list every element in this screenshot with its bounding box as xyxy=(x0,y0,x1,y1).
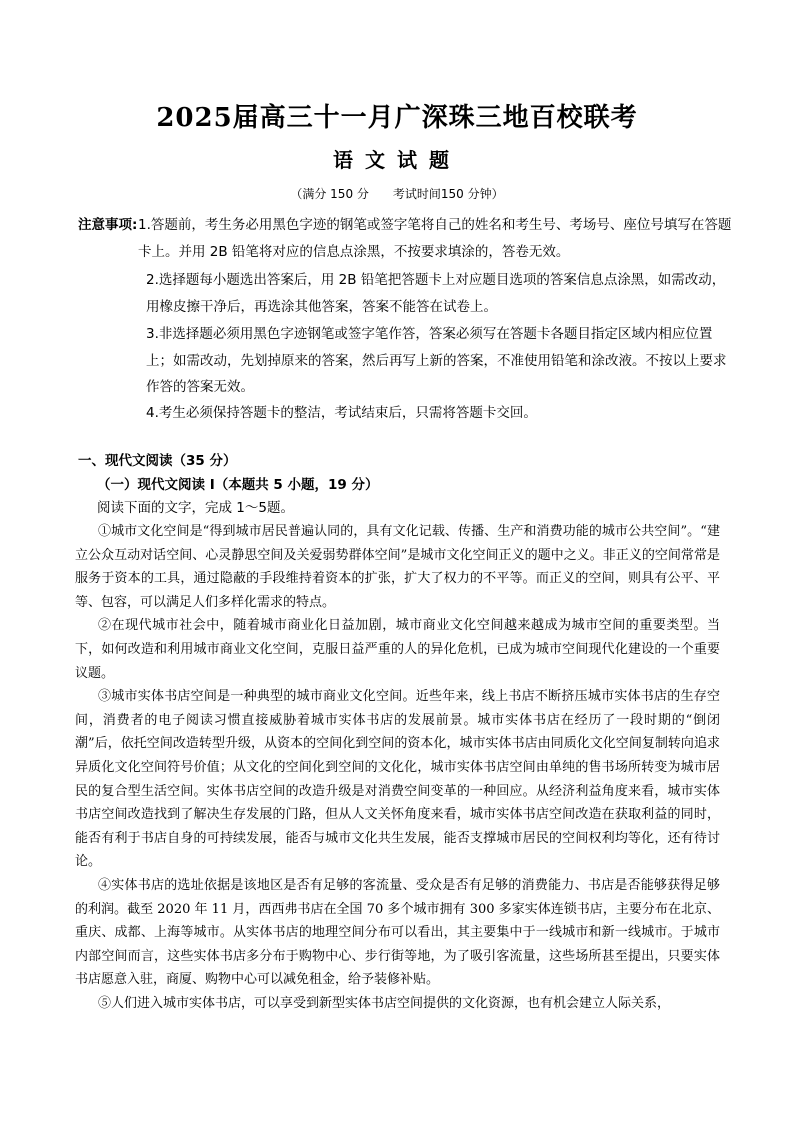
passage-paragraph-1: ①城市文化空间是“得到城市居民普遍认同的，具有文化记载、传播、生产和消费功能的城市公共空间”。“建立公众互动对话空间、心灵静思空间及关爱弱势群体空间”是城市文化空间正义的题中之义。非正义的空间常常是服务于资本的工具，通过隐蔽的手段维持着资本的扩张，扩大了权力的不平等。而正义的空间，则具有公平、平等、包容，可以满足人们多样化需求的特点。 xyxy=(75,524,720,610)
passage-paragraph-3: ③城市实体书店空间是一种典型的城市商业文化空间。近些年来，线上书店不断挤压城市实体书店的生存空间，消费者的电子阅读习惯直接威胁着城市实体书店的发展前景。城市实体书店在经历了一段时期的“倒闭潮”后，依托空间改造转型升级，从资本的空间化到空间的资本化，城市实体书店由同质化文化空间复制转向追求异质化文化空间符号价值；从文化的空间化到空间的文化化，城市实体书店空间由单纯的售书场所转变为城市居民的复合型生活空间。实体书店空间的改造升级是对消费空间变革的一种回应。从经济利益角度来看，城市实体书店空间改造找到了解决生存发展的门路，但从人文关怀角度来看，城市实体书店空间改造在获取利益的同时，能否有利于书店自身的可持续发展，能否与城市文化共生发展，能否支撑城市居民的空间权利均等化，还有待讨论。 xyxy=(75,689,720,870)
reading-passage xyxy=(75,520,720,1015)
section-heading: 一、现代文阅读（35 分） xyxy=(78,453,237,469)
exam-subject: 语文试题 xyxy=(333,148,461,172)
passage-paragraph-2: ②在现代城市社会中，随着城市商业化日益加剧，城市商业文化空间越来越成为城市空间的重要类型。当下，如何改造和利用城市商业文化空间，克服日益严重的人的异化危机，已成为城市空间现代化建设的一个重要议题。 xyxy=(75,618,720,681)
passage-paragraph-5: ⑤人们进入城市实体书店，可以享受到新型实体书店空间提供的文化资源，也有机会建立人际关系， xyxy=(98,995,671,1011)
notice-item-2: 2.选择题每小题选出答案后，用 2B 铅笔把答题卡上对应题目选项的答案信息点涂黑，如需改动，用橡皮擦干净后，再选涂其他答案，答案不能答在试卷上。 xyxy=(146,272,726,315)
notice-item-4: 4.考生必须保持答题卡的整洁，考试结束后，只需将答题卡交回。 xyxy=(146,405,537,421)
notice-item-1: 1.答题前，考生务必用黑色字迹的钢笔或签字笔将自己的姓名和考生号、考场号、座位号填写在答题卡上。并用 2B 铅笔将对应的信息点涂黑，不按要求填涂的，答卷无效。 xyxy=(138,217,732,260)
notice-item-3: 3.非选择题必须用黑色字迹钢笔或签字笔作答，答案必须写在答题卡各题目指定区域内相应位置上；如需改动，先划掉原来的答案，然后再写上新的答案，不准使用铅笔和涂改液。不按以上要求作答的答案无效。 xyxy=(146,326,727,395)
passage-paragraph-4: ④实体书店的选址依据是该地区是否有足够的客流量、受众是否有足够的消费能力、书店是否能够获得足够的利润。截至 2020 年 11 月，西西弗书店在全国 70 多个城市拥有 300 多家实体连锁书店，主要分布在北京、重庆、成都、上海等城市。从实体书店的地理空间分布可以看出，其主要集中于一线城市和新一线城市。于城市内部空间而言，这些实体书店多分布于购物中心、步行街等地，为了吸引客流量，这些场所甚至提出，只要实体书店愿意入驻，商厦、购物中心可以减免租金，给予装修补贴。 xyxy=(75,877,720,988)
notice-label: 注意事项: xyxy=(78,217,138,233)
reading-instruction: 阅读下面的文字，完成 1～5题。 xyxy=(97,500,294,516)
subsection-heading: （一）现代文阅读 I（本题共 5 小题，19 分） xyxy=(97,477,379,493)
exam-info: （满分 150 分 考试时间150 分钟） xyxy=(290,187,504,201)
exam-title: 2025届高三十一月广深珠三地百校联考 xyxy=(156,103,638,133)
